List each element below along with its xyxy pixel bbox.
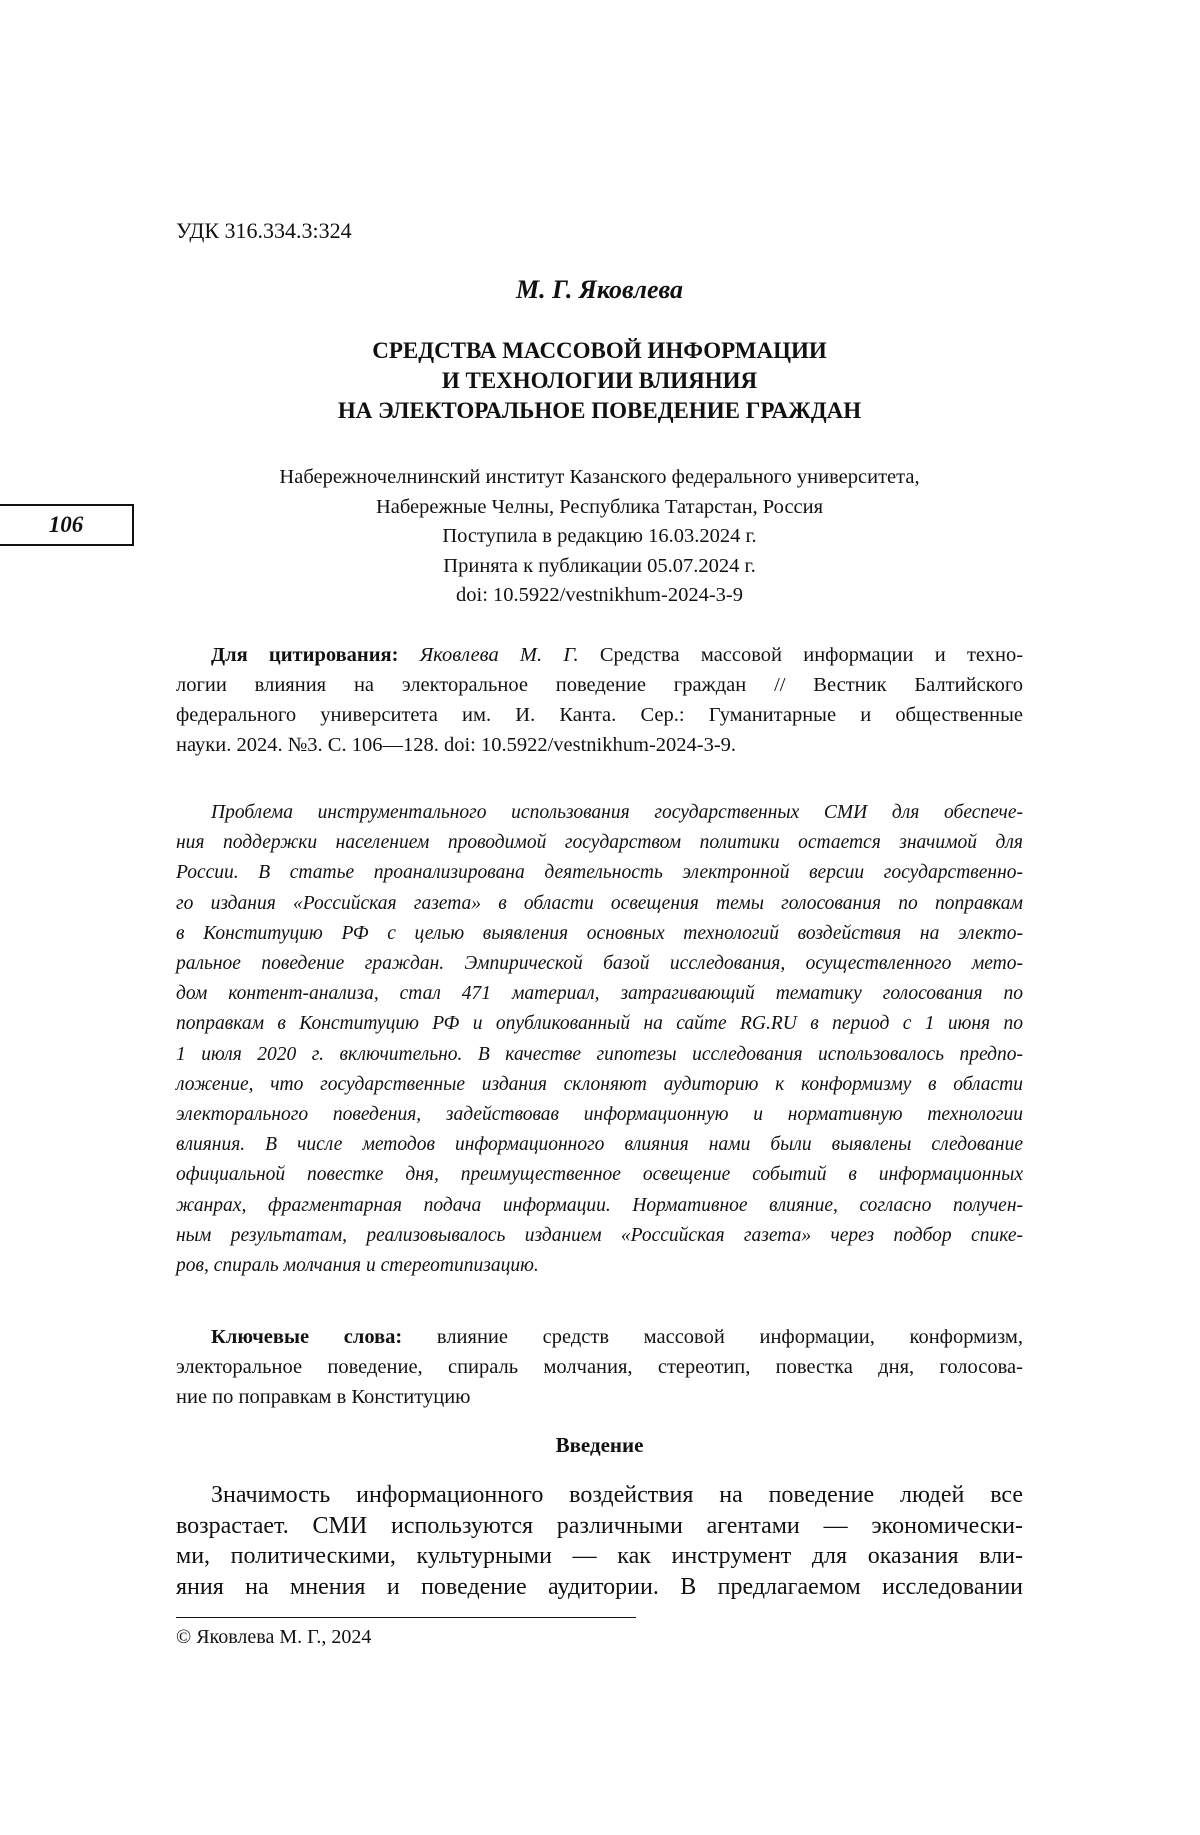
doi: doi: 10.5922/vestnikhum-2024-3-9	[456, 584, 743, 606]
keywords-line: ние по поправкам в Конституцию	[176, 1386, 471, 1408]
abstract-line: ложение, что государственные издания склоняют аудиторию к конформизму в области	[176, 1073, 1023, 1095]
keywords-line: электоральное поведение, спираль молчания, стереотип, повестка дня, голосова-	[176, 1356, 1023, 1378]
abstract-line: ным результатам, реализовывалось изданием «Российская газета» через подбор спике-	[176, 1224, 1023, 1246]
citation-line	[176, 640, 1023, 670]
received-date: Поступила в редакцию 16.03.2024 г.	[442, 525, 757, 547]
section-heading: Введение	[555, 1433, 644, 1457]
title-line: НА ЭЛЕКТОРАЛЬНОЕ ПОВЕДЕНИЕ ГРАЖДАН	[337, 398, 862, 423]
citation-line: федерального университета им. И. Канта. Сер.: Гуманитарные и общественные	[176, 704, 1023, 726]
abstract-line: ральное поведение граждан. Эмпирической базой исследования, осуществленного мето-	[176, 953, 1023, 975]
abstract-line: ров, спираль молчания и стереотипизацию.	[176, 1255, 539, 1277]
citation-block	[176, 640, 1023, 760]
citation-author: Яковлева М. Г.	[419, 644, 579, 666]
footnote-divider	[176, 1617, 636, 1618]
affiliation-line: Набережночелнинский институт Казанского федерального университета,	[279, 466, 920, 488]
abstract-line: России. В статье проанализирована деятельность электронной версии государственно-	[176, 862, 1023, 884]
title-line: СРЕДСТВА МАССОВОЙ ИНФОРМАЦИИ	[372, 338, 827, 363]
abstract-line: электорального поведения, задействовав информационную и нормативную технологии	[176, 1104, 1023, 1126]
body-line: яния на мнения и поведение аудитории. В предлагаемом исследовании	[176, 1573, 1023, 1600]
abstract-line: поправкам в Конституцию РФ и опубликованный на сайте RG.RU в период с 1 июня по	[176, 1013, 1023, 1035]
body-line: возрастает. СМИ используются различными агентами — экономически-	[176, 1512, 1023, 1539]
abstract-line: Проблема инструментального использования государственных СМИ для обеспече-	[211, 802, 1023, 823]
copyright-note: © Яковлева М. Г., 2024	[176, 1626, 372, 1648]
citation-text: Средства массовой информации и техно-	[599, 644, 1024, 666]
abstract-line: влияния. В числе методов информационного влияния нами были выявлены следование	[176, 1134, 1023, 1156]
abstract-line: го издания «Российская газета» в области освещения темы голосования по поправкам	[176, 892, 1023, 914]
article-title	[176, 336, 1023, 426]
abstract-line: в Конституцию РФ с целью выявления основных технологий воздействия на электо-	[176, 922, 1023, 944]
body-paragraph	[176, 1480, 1023, 1602]
article-meta	[176, 463, 1023, 611]
keywords-text: влияние средств массовой информации, конформизм,	[436, 1326, 1023, 1348]
abstract	[176, 798, 1023, 1281]
abstract-line: жанрах, фрагментарная подача информации. Нормативное влияние, согласно получен-	[176, 1194, 1023, 1216]
keywords-block	[176, 1322, 1023, 1412]
body-line: Значимость информационного воздействия на поведение людей все	[211, 1482, 1023, 1508]
udk-code: УДК 316.334.3:324	[176, 218, 352, 243]
affiliation-line: Набережные Челны, Республика Татарстан, Россия	[375, 495, 824, 518]
author-name: М. Г. Яковлева	[516, 275, 683, 304]
keywords-label: Ключевые слова:	[211, 1326, 403, 1348]
abstract-line: 1 июля 2020 г. включительно. В качестве гипотезы исследования использовалось предпо-	[176, 1043, 1023, 1065]
abstract-line: официальной повестке дня, преимущественное освещение событий в информационных	[176, 1164, 1023, 1186]
citation-line: науки. 2024. №3. С. 106—128. doi: 10.5922/vestnikhum-2024-3-9.	[176, 734, 737, 756]
citation-line: логии влияния на электоральное поведение граждан // Вестник Балтийского	[176, 674, 1023, 696]
page-number: 106	[0, 504, 134, 546]
title-line: И ТЕХНОЛОГИИ ВЛИЯНИЯ	[441, 368, 758, 393]
abstract-line: ния поддержки населением проводимой государством политики остается значимой для	[176, 832, 1023, 854]
accepted-date: Принята к публикации 05.07.2024 г.	[443, 554, 756, 577]
abstract-line: дом контент-анализа, стал 471 материал, затрагивающий тематику голосования по	[176, 983, 1023, 1005]
citation-label: Для цитирования:	[211, 644, 399, 666]
keywords-line	[176, 1322, 1023, 1352]
body-line: ми, политическими, культурными — как инструмент для оказания вли-	[176, 1543, 1023, 1569]
